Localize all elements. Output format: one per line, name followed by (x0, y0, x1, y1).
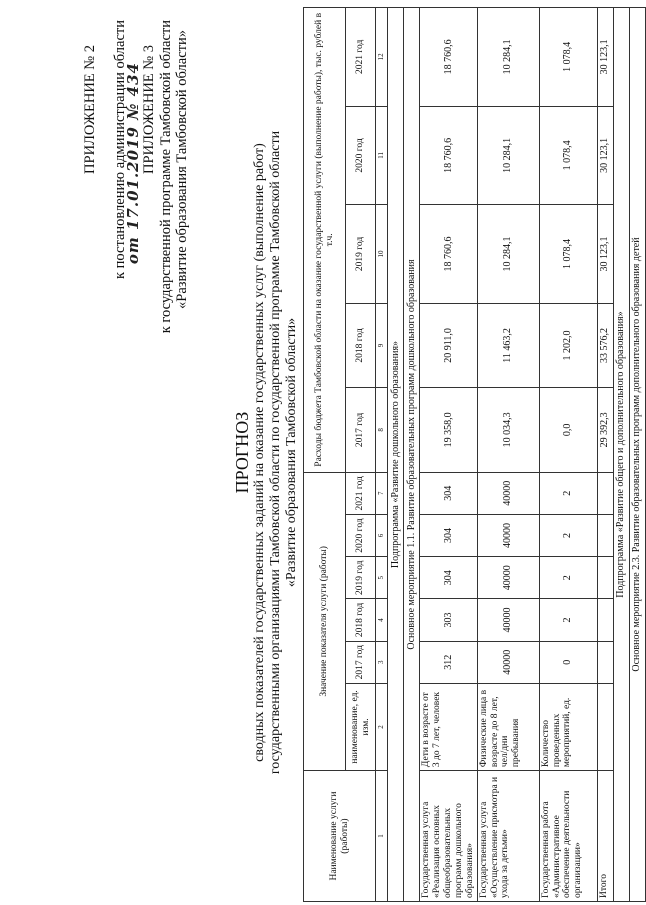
total-value: 30 123,1 (597, 205, 613, 304)
indicator-value: 304 (420, 472, 478, 514)
expense-value: 20 911,0 (420, 303, 478, 387)
table-row (420, 8, 478, 902)
header-expense-year: 2019 год (346, 205, 376, 304)
header-year: 2019 год (346, 557, 376, 599)
total-value: 33 576,2 (597, 303, 613, 387)
service-name: Государственная услуга «Реализация основных общеобразовательных программ дошкольного образования» (420, 771, 478, 902)
expense-value: 1 202,0 (539, 303, 597, 387)
indicator-value: 40000 (477, 557, 539, 599)
column-number: 8 (376, 388, 388, 472)
column-number: 6 (376, 514, 388, 556)
expense-value: 11 463,2 (477, 303, 539, 387)
header-year: 2018 год (346, 599, 376, 641)
measure-2-3-row: Основное мероприятие 2.3. Развитие образовательных программ дополнительного образования детей (629, 8, 645, 902)
header-expense-group: Расходы бюджета Тамбовской области на оказание государственной услуги (выполнение работы), тыс. рублей в т.ч. (304, 8, 346, 473)
service-name: Государственная услуга «Осуществление присмотра и ухода за детьми» (477, 771, 539, 902)
handwritten-date-number: от 17.01.2019 № 434 (124, 62, 142, 265)
column-number: 11 (376, 106, 388, 205)
column-number: 9 (376, 303, 388, 387)
subprogram-2-row: Подпрограмма «Развитие общего и дополнительного образования» (613, 8, 629, 902)
total-row (597, 8, 613, 902)
document-title: ПРОГНОЗ (232, 411, 252, 494)
indicator-value: 304 (420, 557, 478, 599)
service-name: Государственная работа «Административное обеспечение деятельности организации» (539, 771, 597, 902)
indicator-value: 303 (420, 599, 478, 641)
expense-value: 18 760,6 (420, 8, 478, 107)
column-number: 2 (376, 683, 388, 770)
indicator-name: Физические лица в возрасте до 8 лет, чел/дни пребывания (477, 683, 539, 770)
program-line: к государственной программе Тамбовской области (158, 20, 174, 334)
column-number: 10 (376, 205, 388, 304)
header-expense-year: 2017 год (346, 388, 376, 472)
header-indicator-name: наименование, ед. изм. (346, 683, 376, 770)
decree-line: к постановлению администрации области (112, 20, 128, 280)
indicator-value: 2 (539, 514, 597, 556)
indicator-value: 2 (539, 599, 597, 641)
expense-value: 1 078,4 (539, 8, 597, 107)
header-year: 2020 год (346, 514, 376, 556)
measure-1-1-row: Основное мероприятие 1.1. Развитие образовательных программ дошкольного образования (404, 8, 420, 902)
expense-value: 18 760,6 (420, 205, 478, 304)
total-label: Итого (597, 771, 613, 902)
expense-value: 1 078,4 (539, 106, 597, 205)
indicator-value: 40000 (477, 514, 539, 556)
expense-value: 1 078,4 (539, 205, 597, 304)
expense-value: 10 034,3 (477, 388, 539, 472)
indicator-name: Дети в возрасте от 3 до 7 лет, человек (420, 683, 478, 770)
expense-value: 0,0 (539, 388, 597, 472)
appendix-3-label: ПРИЛОЖЕНИЕ № 3 (141, 45, 157, 174)
expense-value: 10 284,1 (477, 205, 539, 304)
total-value: 30 123,1 (597, 8, 613, 107)
indicator-value: 40000 (477, 641, 539, 683)
header-service-name: Наименование услуги (работы) (304, 771, 376, 902)
expense-value: 19 358,0 (420, 388, 478, 472)
header-year: 2021 год (346, 472, 376, 514)
expense-value: 10 284,1 (477, 106, 539, 205)
column-number: 7 (376, 472, 388, 514)
indicator-value: 304 (420, 514, 478, 556)
indicator-value: 0 (539, 641, 597, 683)
column-number: 4 (376, 599, 388, 641)
column-number: 12 (376, 8, 388, 107)
header-expense-year: 2018 год (346, 303, 376, 387)
column-number: 5 (376, 557, 388, 599)
title-line-2: государственными организациями Тамбовской области по государственной программе Тамбовской области (268, 130, 283, 775)
title-line-1: сводных показателей государственных заданий на оказание государственных услуг (выполнение работ) (252, 143, 267, 762)
column-number: 3 (376, 641, 388, 683)
appendix-2-label: ПРИЛОЖЕНИЕ № 2 (82, 45, 98, 174)
program-name: «Развитие образования Тамбовской области» (174, 30, 190, 309)
indicator-value: 312 (420, 641, 478, 683)
table-row (539, 8, 597, 902)
indicator-value: 40000 (477, 599, 539, 641)
table-row (477, 8, 539, 902)
title-line-3: «Развитие образования Тамбовской области» (284, 317, 299, 588)
indicator-name: Количество проведенных мероприятий, ед. (539, 683, 597, 770)
total-value: 30 123,1 (597, 106, 613, 205)
indicator-value: 2 (539, 472, 597, 514)
header-expense-year: 2020 год (346, 106, 376, 205)
expense-value: 18 760,6 (420, 106, 478, 205)
header-indicator-group: Значение показателя услуги (работы) (304, 472, 346, 770)
indicator-value: 40000 (477, 472, 539, 514)
column-number: 1 (376, 771, 388, 902)
expense-value: 10 284,1 (477, 8, 539, 107)
indicator-value: 2 (539, 557, 597, 599)
total-value: 29 392,3 (597, 388, 613, 472)
header-year: 2017 год (346, 641, 376, 683)
subprogram-1-row: Подпрограмма «Развитие дошкольного образования» (388, 8, 404, 902)
header-expense-year: 2021 год (346, 8, 376, 107)
forecast-table (303, 7, 646, 902)
